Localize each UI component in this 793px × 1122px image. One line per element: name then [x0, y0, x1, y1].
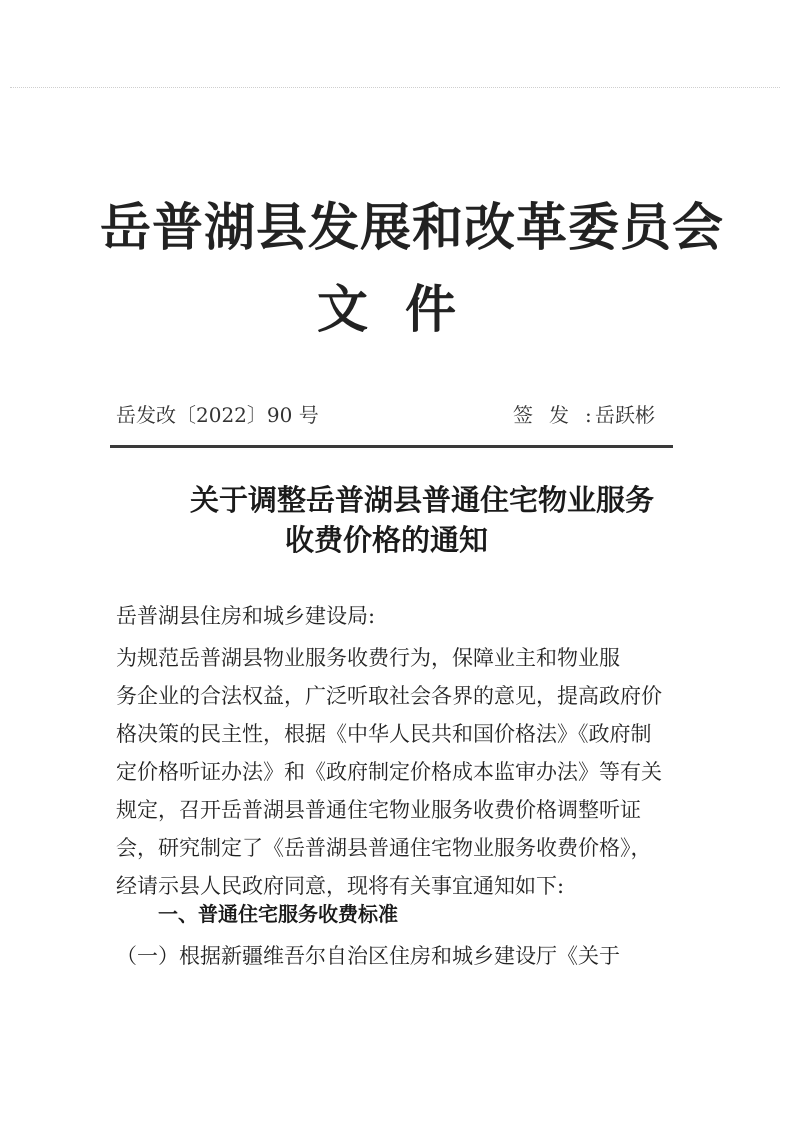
- body-line: 格决策的民主性，根据《中华人民共和国价格法》《政府制: [116, 722, 652, 746]
- body-line: （一）根据新疆维吾尔自治区住房和城乡建设厅《关于: [116, 944, 620, 968]
- body-line: 务企业的合法权益，广泛听取社会各界的意见，提高政府价: [116, 684, 662, 708]
- header-divider-line: [110, 445, 673, 448]
- document-word-wen: 文: [317, 280, 369, 340]
- body-line: 会，研究制定了《岳普湖县普通住宅物业服务收费价格》，: [116, 836, 652, 860]
- scan-edge-line: [10, 87, 780, 88]
- notice-title-line-1: 关于调整岳普湖县普通住宅物业服务: [190, 483, 655, 517]
- section-heading: 一、普通住宅服务收费标准: [158, 902, 398, 926]
- body-line: 规定，召开岳普湖县普通住宅物业服务收费价格调整听证: [116, 798, 641, 822]
- signer-label: 签发:: [513, 403, 608, 427]
- signer-name: 岳跃彬: [595, 403, 655, 427]
- document-word-jian: 件: [405, 280, 457, 340]
- issuing-organization-title: 岳普湖县发展和改革委员会: [100, 198, 725, 258]
- body-line: 定价格听证办法》和《政府制定价格成本监审办法》等有关: [116, 760, 662, 784]
- document-number: 岳发改〔2022〕90 号: [116, 403, 319, 427]
- body-line: 为规范岳普湖县物业服务收费行为，保障业主和物业服: [116, 646, 620, 670]
- recipient: 岳普湖县住房和城乡建设局:: [116, 604, 376, 628]
- body-line: 经请示县人民政府同意，现将有关事宜通知如下:: [116, 874, 565, 898]
- notice-title-line-2: 收费价格的通知: [285, 523, 489, 557]
